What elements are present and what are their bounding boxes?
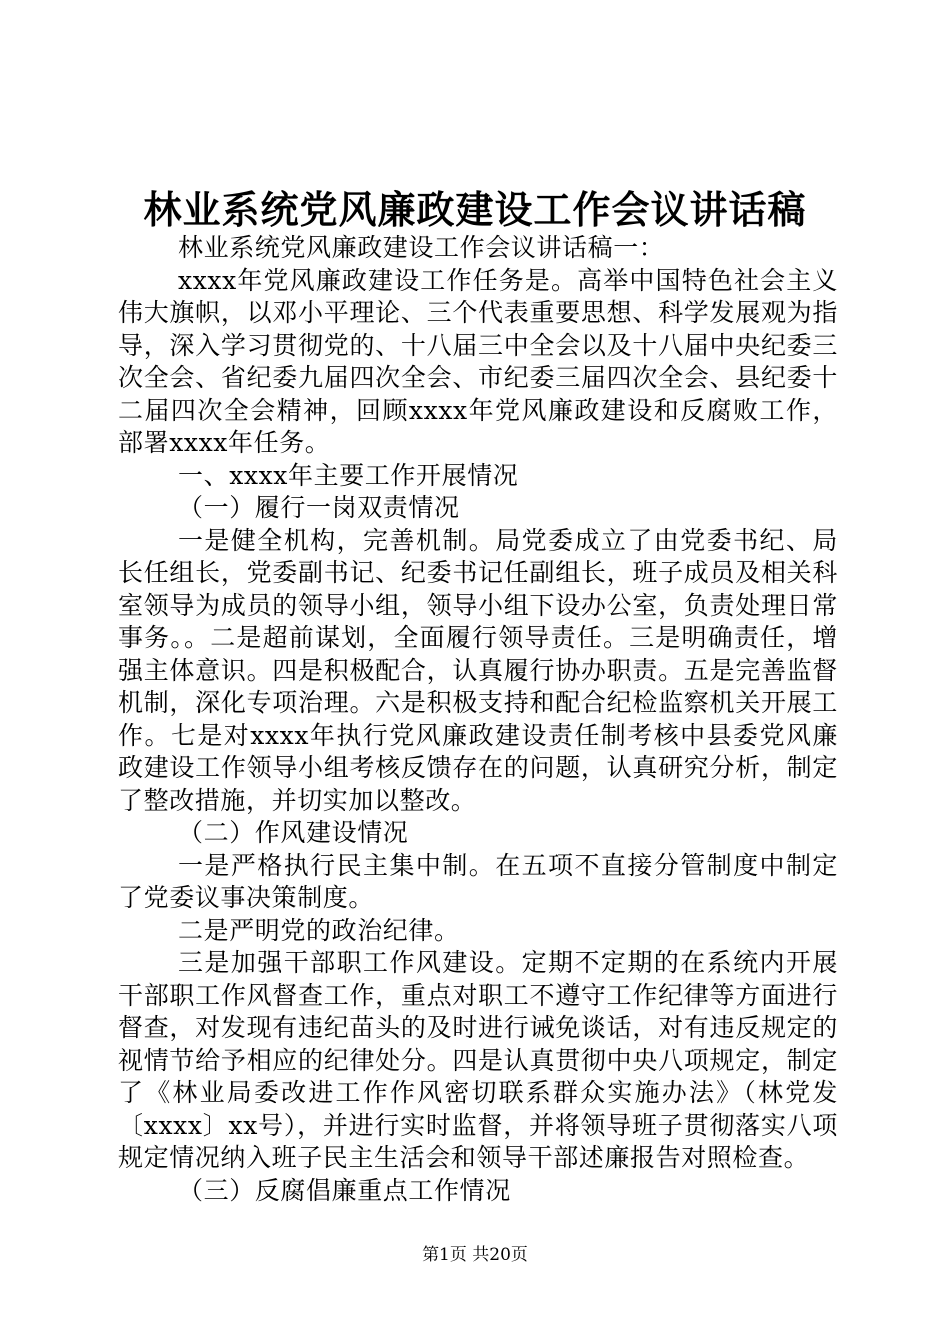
paragraph-responsibility: 一是健全机构，完善机制。局党委成立了由党委书纪、局长任组长，党委副书记、纪委书记任副组长，班子成员及相关科室领导为成员的领导小组，领导小组下设办公室，负责处理日常事务。。二是超前谋划，全面履行领导责任。三是明确责任，增强主体意识。四是积极配合，认真履行协办职责。五是完善监督机制，深化专项治理。六是积极支持和配合纪检监察机关开展工作。七是对xxxx年执行党风廉政建设责任制考核中县委党风廉政建设工作领导小组考核反馈存在的问题，认真研究分析，制定了整改措施，并切实加以整改。: [118, 525, 838, 815]
paragraph-democratic-centralism: 一是严格执行民主集中制。在五项不直接分管制度中制定了党委议事决策制度。: [118, 850, 838, 912]
page-footer: 第1页 共20页: [422, 1245, 528, 1265]
subsection-heading-1: （一）履行一岗双责情况: [178, 493, 460, 522]
paragraph-political-discipline: 二是严明党的政治纪律。: [178, 915, 460, 945]
document-title: 林业系统党风廉政建设工作会议讲话稿: [143, 187, 807, 232]
subsection-heading-3: （三）反腐倡廉重点工作情况: [178, 1175, 511, 1205]
paragraph-overview: xxxx年党风廉政建设工作任务是。高举中国特色社会主义伟大旗帜，以邓小平理论、三个代表重要思想、科学发展观为指导，深入学习贯彻党的、十八届三中全会以及十八届中央纪委三次全会、省纪委九届四次全会、市纪委三届四次全会、县纪委十二届四次全会精神，回顾xxxx年党风廉政建设和反腐败工作，部署xxxx年任务。: [118, 265, 838, 457]
paragraph-work-style: 三是加强干部职工作风建设。定期不定期的在系统内开展干部职工作风督查工作，重点对职工不遵守工作纪律等方面进行督查，对发现有违纪苗头的及时进行诫免谈话，对有违反规定的视情节给予相应的纪律处分。四是认真贯彻中央八项规定，制定了《林业局委改进工作作风密切联系群众实施办法》（林党发〔xxxx〕xx号），并进行实时监督，并将领导班子贯彻落实八项规定情况纳入班子民主生活会和领导干部述廉报告对照检查。: [118, 948, 838, 1172]
document-body: [118, 232, 838, 1207]
section-heading-1: 一、xxxx年主要工作开展情况: [178, 460, 519, 490]
subsection-heading-2: （二）作风建设情况: [178, 818, 409, 847]
paragraph-intro: 林业系统党风廉政建设工作会议讲话稿一：: [178, 233, 665, 262]
